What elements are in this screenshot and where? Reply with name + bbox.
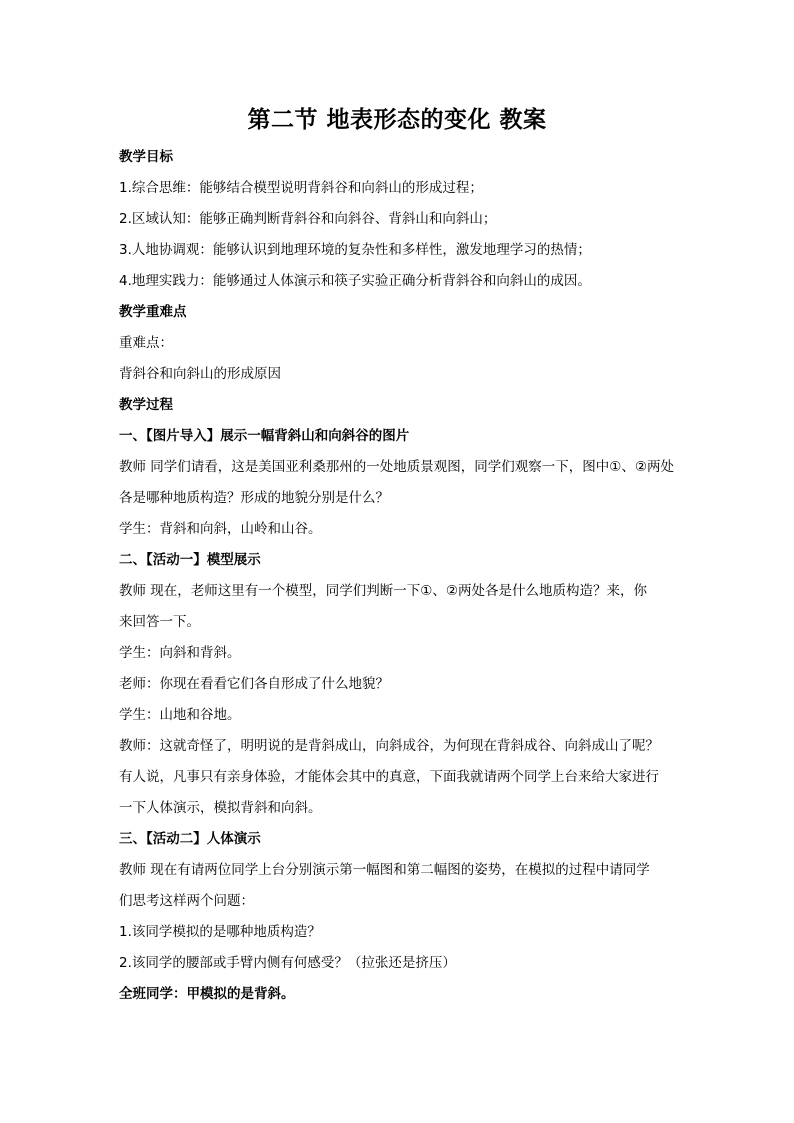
paragraph-line: 学生：向斜和背斜。: [119, 645, 241, 661]
paragraph-line: 老师：你现在看看它们各自形成了什么地貌？: [119, 676, 389, 692]
document-body: [119, 142, 679, 1010]
section-heading: 教学目标: [119, 149, 173, 165]
section-heading: 教学重难点: [119, 304, 187, 320]
paragraph-line: 教师 现在，老师这里有一个模型，同学们判断一下①、②两处各是什么地质构造？来，你: [119, 583, 647, 599]
paragraph-line: 重难点：: [119, 335, 173, 351]
section-heading: 一、【图片导入】展示一幅背斜山和向斜谷的图片: [119, 428, 410, 444]
paragraph-line: 各是哪种地质构造？形成的地貌分别是什么？: [119, 490, 389, 506]
paragraph-line: 们思考这样两个问题：: [119, 893, 254, 909]
paragraph-line: 背斜谷和向斜山的形成原因: [119, 366, 281, 382]
paragraph-line: 有人说，凡事只有亲身体验，才能体会其中的真意，下面我就请两个同学上台来给大家进行: [119, 769, 659, 785]
paragraph-line: 教师 同学们请看，这是美国亚利桑那州的一处地质景观图，同学们观察一下，图中①、②两处: [119, 459, 674, 475]
paragraph-line: 来回答一下。: [119, 614, 200, 630]
paragraph-line: 4.地理实践力：能够通过人体演示和筷子实验正确分析背斜谷和向斜山的成因。: [119, 273, 591, 289]
paragraph-line: 2.区域认知：能够正确判断背斜谷和向斜谷、背斜山和向斜山；: [119, 211, 497, 227]
paragraph-line: 1.该同学模拟的是哪种地质构造？: [119, 924, 321, 940]
paragraph-line: 教师 现在有请两位同学上台分别演示第一幅图和第二幅图的姿势，在模拟的过程中请同学: [119, 862, 650, 878]
section-heading: 教学过程: [119, 397, 173, 413]
paragraph-line: 学生：背斜和向斜，山岭和山谷。: [119, 521, 322, 537]
paragraph-line: 1.综合思维：能够结合模型说明背斜谷和向斜山的形成过程；: [119, 180, 483, 196]
paragraph-line: 学生：山地和谷地。: [119, 707, 241, 723]
section-heading: 二、【活动一】模型展示: [119, 552, 261, 568]
paragraph-line: 一下人体演示，模拟背斜和向斜。: [119, 800, 322, 816]
paragraph-line: 3.人地协调观：能够认识到地理环境的复杂性和多样性，激发地理学习的热情；: [119, 242, 591, 258]
paragraph-line: 教师：这就奇怪了，明明说的是背斜成山，向斜成谷，为何现在背斜成谷、向斜成山了呢？: [119, 738, 659, 754]
section-heading: 全班同学：甲模拟的是背斜。: [119, 986, 295, 1002]
document-title: 第二节 地表形态的变化 教案: [247, 107, 547, 133]
paragraph-line: 2.该同学的腰部或手臂内侧有何感受？（拉张还是挤压）: [119, 955, 456, 971]
section-heading: 三、【活动二】人体演示: [119, 831, 261, 847]
